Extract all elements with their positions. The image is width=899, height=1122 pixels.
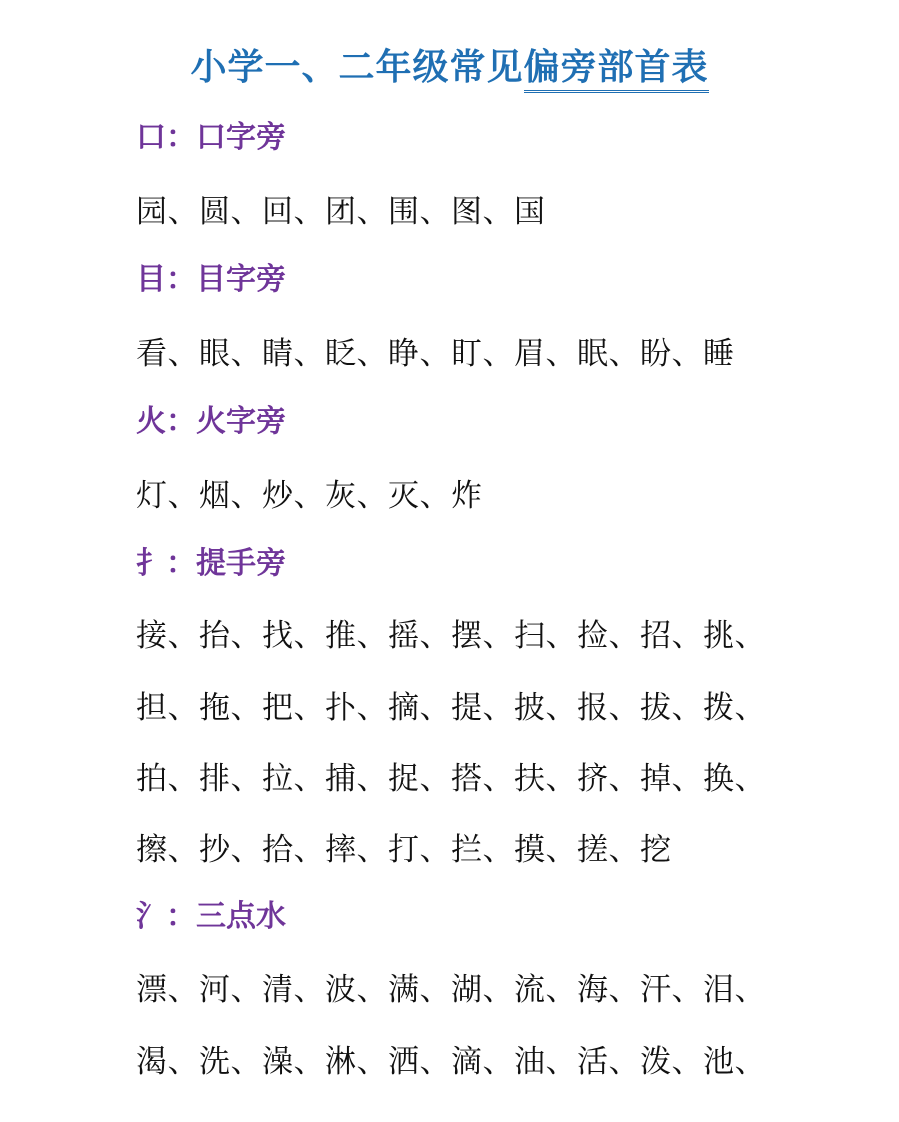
section-heading-tishou: 扌：提手旁 xyxy=(136,546,286,581)
title-main: 小学一、二年级常见 xyxy=(190,47,524,88)
section-chars-huo-line-1: 灯、烟、炒、灰、灭、炸 xyxy=(136,478,483,514)
section-heading-kou: 口：口字旁 xyxy=(136,120,286,155)
section-heading-huo: 火：火字旁 xyxy=(136,404,286,439)
section-chars-sandianshui-line-2: 渴、洗、澡、淋、洒、滴、油、活、泼、池、 xyxy=(136,1044,766,1080)
section-chars-sandianshui-line-1: 漂、河、清、波、满、湖、流、海、汗、泪、 xyxy=(136,972,766,1008)
document-title xyxy=(0,38,899,98)
section-chars-tishou-line-3: 拍、排、拉、捕、捉、搭、扶、挤、掉、换、 xyxy=(136,761,766,797)
title-underlined: 偏旁部首表 xyxy=(524,47,709,93)
section-chars-tishou-line-2: 担、拖、把、扑、摘、提、披、报、拔、拨、 xyxy=(136,690,766,726)
section-chars-tishou-line-4: 擦、抄、拾、摔、打、拦、摸、搓、挖 xyxy=(136,832,672,868)
section-heading-sandianshui: 氵：三点水 xyxy=(136,899,286,934)
section-chars-tishou-line-1: 接、抬、找、推、摇、摆、扫、捡、招、挑、 xyxy=(136,618,766,654)
section-chars-kou-line-1: 园、圆、回、团、围、图、国 xyxy=(136,194,546,230)
section-chars-mu-line-1: 看、眼、睛、眨、睁、盯、眉、眠、盼、睡 xyxy=(136,336,735,372)
section-heading-mu: 目：目字旁 xyxy=(136,262,286,297)
